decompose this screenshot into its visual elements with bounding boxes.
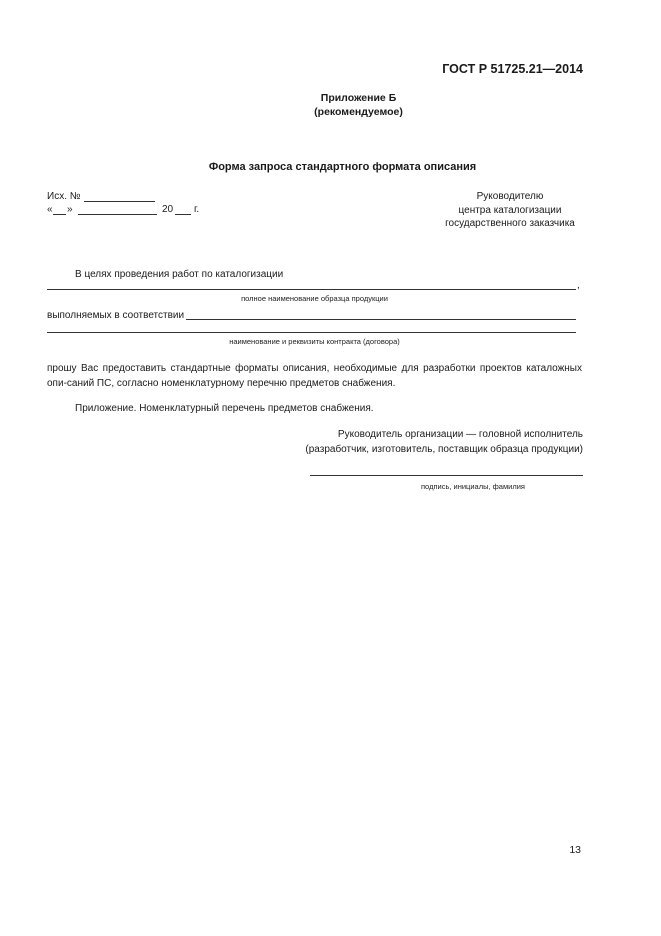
recipient-line-1: Руководителю [476, 191, 544, 202]
date-year-suffix: г. [194, 204, 200, 215]
page-number: 13 [569, 844, 581, 856]
appendix-title: Приложение Б [320, 92, 397, 104]
date-quote-open: « [47, 204, 53, 215]
signature-caption: подпись, инициалы, фамилия [421, 482, 525, 491]
signature-line-1: Руководитель организации — головной исполнитель [337, 429, 583, 440]
appendix-subtitle: (рекомендуемое) [314, 106, 403, 118]
contract-line-2 [47, 332, 576, 333]
standard-code: ГОСТ Р 51725.21—2014 [442, 62, 583, 76]
date-month-line [78, 214, 157, 215]
date-year-prefix: 20 [162, 204, 174, 215]
signature-line-2: (разработчик, изготовитель, поставщик образца продукции) [305, 443, 583, 455]
product-name-line [47, 289, 576, 290]
recipient-block [420, 190, 600, 231]
recipient-line-3: государственного заказчика [445, 218, 575, 229]
outgoing-number-label: Исх. № [47, 191, 81, 202]
date-year-line [175, 214, 191, 215]
contract-caption: наименование и реквизиты контракта (договора) [229, 337, 400, 346]
date-quote-close: » [67, 204, 73, 215]
performed-label: выполняемых в соответствии [47, 310, 185, 321]
intro-text: В целях проведения работ по каталогизации [75, 269, 284, 280]
product-name-caption: полное наименование образца продукции [241, 294, 388, 303]
attachment-text: Приложение. Номенклатурный перечень предметов снабжения. [75, 403, 374, 414]
contract-line-1 [186, 319, 576, 320]
outgoing-number-line [84, 201, 155, 202]
date-day-line [53, 214, 66, 215]
recipient-line-2: центра каталогизации [458, 204, 562, 216]
signature-block [305, 428, 583, 457]
product-line-comma: , [577, 280, 580, 291]
signature-line [310, 475, 583, 476]
request-paragraph: прошу Вас предоставить стандартные форматы описания, необходимые для разработки проектов каталожных опи-саний ПС, согласно номенклатурному перечню предметов снабжения. [47, 363, 582, 389]
form-title: Форма запроса стандартного формата описания [208, 161, 477, 173]
